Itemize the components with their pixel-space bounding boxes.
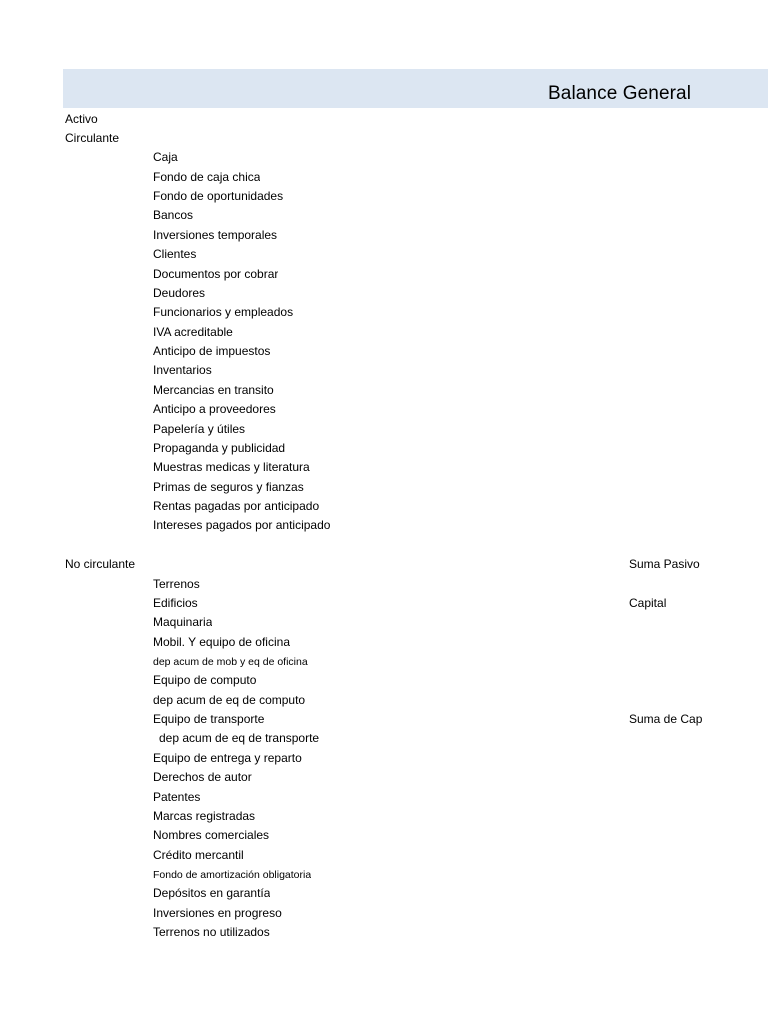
account-inversiones-progreso: Inversiones en progreso [153,906,282,920]
account-derechos-autor: Derechos de autor [153,770,252,784]
account-dep-mob-eq-oficina: dep acum de mob y eq de oficina [153,656,308,668]
account-dep-eq-computo: dep acum de eq de computo [153,693,306,707]
account-funcionarios-empleados: Funcionarios y empleados [153,305,294,319]
sheet-title: Balance General [548,83,692,104]
account-terrenos: Terrenos [153,577,200,591]
account-iva-acreditable: IVA acreditable [153,325,233,339]
account-inversiones-temporales: Inversiones temporales [153,228,278,242]
account-anticipo-impuestos: Anticipo de impuestos [153,344,271,358]
account-bancos: Bancos [153,208,194,222]
account-deudores: Deudores [153,286,206,300]
account-muestras-medicas: Muestras medicas y literatura [153,460,310,474]
account-primas-seguros: Primas de seguros y fianzas [153,480,304,494]
no-circulante-label: No circulante [65,557,136,571]
account-propaganda-publicidad: Propaganda y publicidad [153,441,286,455]
suma-capital-label: Suma de Cap [629,712,703,726]
account-anticipo-proveedores: Anticipo a proveedores [153,402,276,416]
account-maquinaria: Maquinaria [153,615,213,629]
account-inventarios: Inventarios [153,363,212,377]
account-depositos-garantia: Depósitos en garantía [153,886,271,900]
account-equipo-transporte: Equipo de transporte [153,712,265,726]
suma-pasivo-label: Suma Pasivo [629,557,700,571]
account-dep-eq-transporte: dep acum de eq de transporte [159,731,320,745]
account-mercancias-transito: Mercancias en transito [153,383,274,397]
account-papeleria-utiles: Papelería y útiles [153,422,246,436]
activo-label: Activo [65,112,98,126]
account-marcas-registradas: Marcas registradas [153,809,256,823]
account-patentes: Patentes [153,790,201,804]
account-fondo-caja-chica: Fondo de caja chica [153,170,261,184]
account-edificios: Edificios [153,596,198,610]
account-nombres-comerciales: Nombres comerciales [153,828,270,842]
account-terrenos-no-utilizados: Terrenos no utilizados [153,925,270,939]
account-equipo-computo: Equipo de computo [153,673,257,687]
circulante-label: Circulante [65,131,120,145]
account-clientes: Clientes [153,247,197,261]
capital-label: Capital [629,596,667,610]
account-intereses-pagados: Intereses pagados por anticipado [153,518,331,532]
account-documentos-por-cobrar: Documentos por cobrar [153,267,279,281]
account-rentas-pagadas: Rentas pagadas por anticipado [153,499,320,513]
account-fondo-oportunidades: Fondo de oportunidades [153,189,284,203]
account-fondo-amortizacion: Fondo de amortización obligatoria [153,869,312,881]
account-mobiliario-equipo-oficina: Mobil. Y equipo de oficina [153,635,290,649]
account-caja: Caja [153,150,178,164]
account-equipo-entrega-reparto: Equipo de entrega y reparto [153,751,302,765]
account-credito-mercantil: Crédito mercantil [153,848,244,862]
